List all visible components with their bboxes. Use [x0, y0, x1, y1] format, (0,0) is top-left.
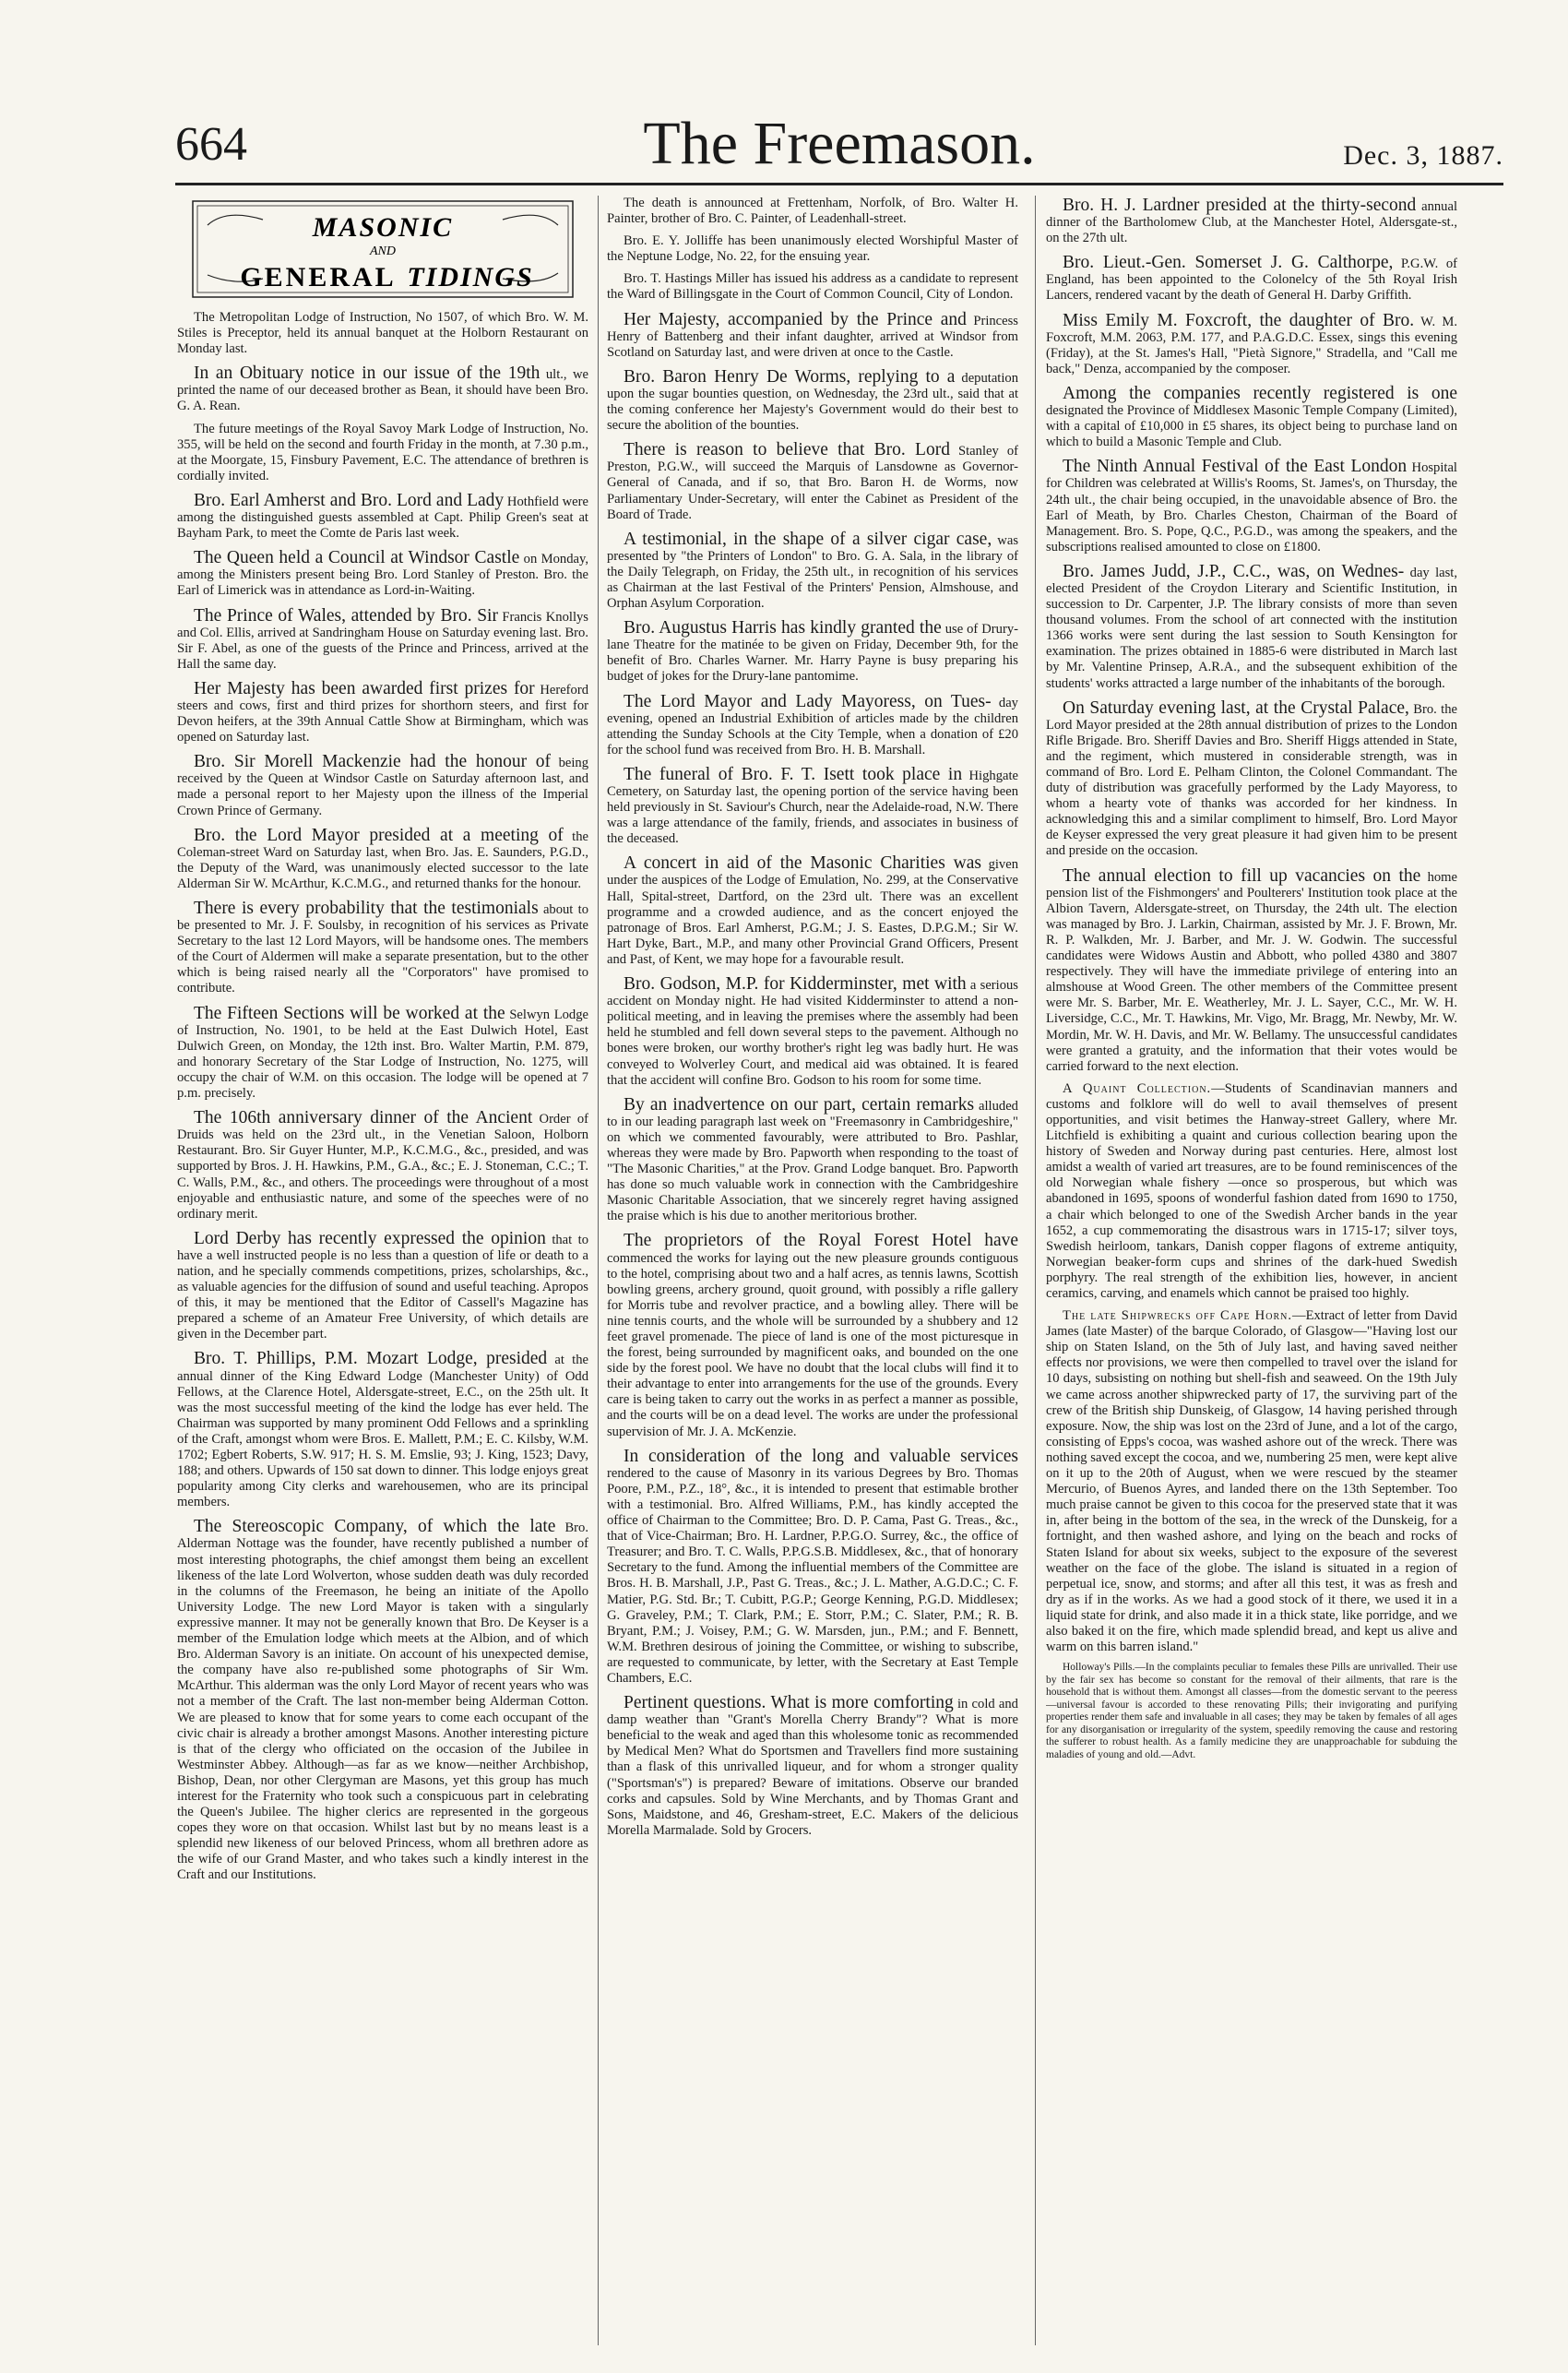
news-paragraph [1046, 562, 1457, 692]
paragraph-lead: The Prince of Wales, attended by Bro. Sir [194, 605, 498, 626]
paragraph-lead: Miss Emily M. Foxcroft, the daughter of Bro. [1063, 310, 1415, 330]
news-paragraph [1046, 1081, 1457, 1302]
news-paragraph [177, 826, 588, 892]
paragraph-lead: By an inadvertence on our part, certain remarks [624, 1094, 975, 1115]
header-rule [175, 183, 1503, 185]
news-paragraph [607, 530, 1018, 612]
paragraph-text: The death is announced at Frettenham, Norfolk, of Bro. Walter H. Painter, brother of Bro. C. Painter, of Leadenhall-street. [607, 196, 1018, 227]
paragraph-text: Hothfield were among the distinguished guests assembled at Capt. Philip Green's seat at Bayham Park, to meet the Comte de Paris last week. [177, 494, 588, 542]
paragraph-text: Bro. E. Y. Jolliffe has been unanimously elected Worshipful Master of the Neptune Lodge, No. 22, for the ensuing year. [607, 233, 1018, 265]
news-paragraph [607, 692, 1018, 758]
paragraph-lead: Lord Derby has recently expressed the opinion [194, 1228, 546, 1248]
news-paragraph [607, 1231, 1018, 1439]
news-paragraph [177, 1229, 588, 1343]
paragraph-text: about to be presented to Mr. J. F. Soulsby, in recognition of his services as Private Secretary to the last 12 Lord Mayors, will be handsome ones. The members of the Court of Aldermen will make a separate presentation, but to the other which is being raised nearly all the "Corporators" have promised to contribute. [177, 902, 588, 996]
news-paragraph [1046, 1308, 1457, 1655]
paragraph-lead: The funeral of Bro. F. T. Isett took place in [624, 764, 963, 784]
issue-date: Dec. 3, 1887. [1343, 140, 1503, 171]
paragraph-text: that to have a well instructed people is no less than a question of life or death to a nation, and he specially commends competitions, prizes, scholarships, &c., as valuable agencies for the diffusion of sound and useful teaching. Apropos of this, it may be mentioned that the Editor of Cassell's Magazine has prepared a scheme of an Amateur Free University, of which details are given in the December part. [177, 1232, 588, 1342]
news-paragraph [607, 1693, 1018, 1839]
paragraph-text: rendered to the cause of Masonry in its various Degrees by Bro. Thomas Poore, P.M., P.Z., 18°, &c., it is intended to present that estimable brother with a testimonial. Bro. Alfred Williams, P.M., has kindly accepted the office of Chairman to the Committee; Bro. D. P. Cama, Past G. Treas., &c., that of Vice-Chairman; Bro. H. Lardner, P.P.G.O. Surrey, &c., the office of Treasurer; and Bro. T. C. Walls, P.P.G.S.B. Middlesex, &c., that of honorary Secretary to the fund. Among the influential members of the Committee are Bros. H. B. Marshall, J.P., Past G. Treas., &c.; J. L. Mather, A.G.D.C.; C. F. Matier, P.G. Std. Br.; T. Cubitt, P.G.P.; George Kenning, P.G.D. Middlesex; G. Graveley, P.M.; T. Clark, P.M.; E. Storr, P.M.; C. Slater, P.M.; R. B. Bryant, P.M.; J. Voisey, P.M.; G. W. Marsden, jun., P.M.; and F. Bennett, W.M. Brethren desirous of joining the Committee, or wishing to subscribe, are requested to communicate, by letter, with the Secretary at East Temple Chambers, E.C. [607, 1465, 1018, 1686]
paragraph-lead: There is every probability that the testimonials [194, 899, 539, 918]
paragraph-lead: There is reason to believe that Bro. Lord [624, 440, 950, 460]
banner-word-3: GENERAL [240, 262, 397, 292]
paragraph-text: —Students of Scandinavian manners and customs and folklore will do well to avail themselves of present opportunities, and visit betimes the Hanway-street Gallery, where Mr. Litchfield is exhibiting a quaint and curious collection bearing upon the history of Sweden and Norway during past centuries. Here, almost lost amidst a wealth of varied art treasures, are to be found reminiscences of the old Norwegian whale fishery —once so prosperous, but which was abandoned in 1695, spoons of wonderful fashion dated from 1690 to 1750, a chair which belonged to one of the Swedish Archer bands in the year 1652, a cup commemorating the disastrous wars in 1715-17; silver toys, Swedish heirloom, tankars, Danish copper flagons of extreme antiquity, Norwegian beaker-form cups and shrines of the dark-hued Swedish porphyry. The real strength of the exhibition lies, however, in ancient ceramics, carving, and enamels which cannot be praised too highly. [1046, 1080, 1457, 1301]
paragraph-text: being received by the Queen at Windsor Castle on Saturday afternoon last, and made a personal report to her Majesty upon the illness of the Imperial Crown Prince of Germany. [177, 756, 588, 818]
news-paragraph [1046, 253, 1457, 304]
paragraph-heading: A Quaint Collection. [1063, 1080, 1212, 1096]
paragraph-text: Order of Druids was held on the 23rd ult., in the Venetian Saloon, Holborn Restaurant. Bro. Sir Guyer Hunter, M.P., K.C.M.G., &c., presided, and was supported by Bros. J. H. Hawkins, P.M., G.A., &c.; E. J. Stoneman, C.C.; T. C. Walls, P.M., &c., and others. The proceedings were throughout of a most enjoyable and enthusiastic nature, and some of the speeches were of no ordinary merit. [177, 1112, 588, 1222]
column-divider [1035, 196, 1036, 2345]
paragraph-lead: Bro. H. J. Lardner presided at the thirty-second [1063, 196, 1417, 215]
paragraph-text: at the annual dinner of the King Edward Lodge (Manchester Unity) of Odd Fellows, at the Clarence Hotel, Aldersgate-street, E.C., on the 25th ult. It was the most successful meeting of the kind the lodge has ever held. The Chairman was supported by many prominent Odd Fellows and a sprinkling of the Craft, amongst whom were Bros. E. Mallett, P.M.; E. C. Kilsby, W.M. 1702; Egbert Roberts, S.W. 917; H. S. M. Emslie, 93; J. King, 1523; Davy, 188; and others. Upwards of 150 sat down to dinner. This lodge enjoys great popularity among City clerks and warehousemen, who are its principal members. [177, 1353, 588, 1510]
paragraph-text: in cold and damp weather than "Grant's Morella Cherry Brandy"? What is more beneficial to the weak and aged than this wholesome tonic as recommended by Medical Men? What do Sportsmen and Travellers find more sustaining than a flask of this unrivalled liqueur, and for whom a stronger quality ("Sportsman's") is prepared? Beware of imitations. Observe our branded corks and capsules. Sold by Wine Merchants, and by Thomas Grant and Sons, Maidstone, and 46, Gresham-street, E.C. Makers of the delicious Morella Marmalade. Sold by Grocers. [607, 1697, 1018, 1838]
news-paragraph [1046, 384, 1457, 450]
paragraph-text: ult., we printed the name of our deceased brother as Bean, it should have been Bro. G. A. Rean. [177, 367, 588, 414]
paragraph-text: the Coleman-street Ward on Saturday last, when Bro. Jas. E. Saunders, P.G.D., the Deputy of the Ward, was unanimously elected successor to the late Alderman Sir W. McArthur, K.C.M.G., and returned thanks for the honour. [177, 829, 588, 891]
paragraph-text: deputation upon the sugar bounties question, on Wednesday, the 23rd ult., said that at the coming conference her Majesty's Government would do their best to secure the abolition of the bounties. [607, 370, 1018, 434]
banner-word-1: MASONIC [312, 212, 454, 243]
paragraph-text: The future meetings of the Royal Savoy Mark Lodge of Instruction, No. 355, will be held on the second and fourth Friday in the month, at 7.30 p.m., at the Moorgate, 15, Finsbury Pavement, E.C. The attendance of brethren is cordially invited. [177, 421, 588, 483]
news-paragraph [177, 548, 588, 599]
news-paragraph [607, 765, 1018, 847]
masthead [175, 103, 1503, 186]
news-paragraph [177, 752, 588, 818]
news-paragraph [1046, 698, 1457, 860]
page-number: 664 [175, 118, 247, 171]
paragraph-lead: The Lord Mayor and Lady Mayoress, on Tues- [624, 691, 992, 711]
news-paragraph [177, 606, 588, 673]
news-paragraph [177, 1004, 588, 1103]
paragraph-text: commenced the works for laying out the new pleasure grounds contiguous to the hotel, comprising about two and a half acres, as tennis lawns, Scottish bowling greens, archery ground, quoit ground, with possibly a rifle gallery for Morris tube and revolver practice, and a bowling alley. There will be nine tennis courts, and the whole will be surrounded by a shubbery and 12 feet gravel promenade. The piece of land is one of the most picturesque in the forest, being surrounded by magnificent oaks, and bounded on the one side by the forest pool. We have no doubt that the local clubs will find it to their advantage to enter into arrangements for the use of the grounds. Every care is being taken to carry out the works in as perfect a manner as possible, and the courts will be on a dead level. The works are under the professional supervision of Mr. J. A. McKenzie. [607, 1250, 1018, 1439]
paragraph-lead: The 106th anniversary dinner of the Ancient [194, 1108, 533, 1128]
news-paragraph [177, 1349, 588, 1510]
paragraph-text: P.G.W. of England, has been appointed to the Colonelcy of the 5th Royal Irish Lancers, rendered vacant by the death of General H. Darby Griffith. [1046, 256, 1457, 304]
news-paragraph [607, 1447, 1018, 1687]
paragraph-text: designated the Province of Middlesex Masonic Temple Company (Limited), with a capital of £10,000 in £5 shares, its object being to purchase land on which to build a Masonic Temple and Club. [1046, 403, 1457, 450]
paragraph-text: Selwyn Lodge of Instruction, No. 1901, to be held at the East Dulwich Hotel, East Dulwich Green, on Monday, the 12th inst. Bro. Walter Martin, P.M. 879, and honorary Secretary of the Star Lodge of Instruction, No. 1275, will occupy the chair of W.M. on this occasion. The lodge will be opened at 7 p.m. precisely. [177, 1007, 588, 1102]
paragraph-lead: The annual election to fill up vacancies on the [1063, 865, 1421, 886]
paragraph-text: Bro. T. Hastings Miller has issued his address as a candidate to represent the Ward of Billingsgate in the Court of Common Council, City of London. [607, 271, 1018, 303]
paragraph-text: Holloway's Pills.—In the complaints peculiar to females these Pills are unrivalled. Their use by the fair sex has become so constant for the removal of their ailments, that rare is the household that is without them. Amongst all classes—from the domestic servant to the peeress—universal favour is accorded to these renovating Pills; their invigorating and purifying properties render them safe and invaluable in all cases; they may be taken by females of all ages for any disorganisation or irregularity of the system, speedily removing the cause and restoring the sufferer to robust health. As a family medicine they are unapproachable for subduing the maladies of young and old.—Advt. [1046, 1662, 1457, 1760]
paragraph-text: use of Drury-lane Theatre for the matinée to be given on Friday, December 9th, for the benefit of Bro. Charles Warner. Mr. Harry Payne is busy preparing his budget of jokes for the Drury-lane pantomime. [607, 622, 1018, 685]
paragraph-text: Bro. the Lord Mayor presided at the 28th annual distribution of prizes to the London Rifle Brigade. Bro. Sheriff Davies and Bro. Sheriff Higgs attended in State, and the regiment, which mustered in considerable strength, was in command of Bro. Lord E. Pelham Clinton, the Colonel Commandant. The duty of distribution was gracefully performed by the Lady Mayoress, to whom a hearty vote of thanks was accorded for her kindness. In acknowledging this and a similar compliment to himself, Bro. Lord Mayor de Keyser expressed the very great pleasure it had given him to be present and preside on the occasion. [1046, 701, 1457, 859]
news-paragraph [607, 367, 1018, 434]
paragraph-text: Stanley of Preston, P.G.W., will succeed the Marquis of Lansdowne as Governor-General of Canada, and if so, that Bro. Baron H. de Worms, now Parliamentary Under-Secretary, will enter the Cabinet as President of the Board of Trade. [607, 444, 1018, 522]
column-1-articles [177, 310, 588, 1884]
column-3 [1046, 196, 1457, 2345]
paragraph-text: day evening, opened an Industrial Exhibition of articles made by the children attending the Sunday Schools at the City Temple, when a donation of £20 for the school fund was received from Bro. H. B. Marshall. [607, 695, 1018, 757]
paragraph-lead: The Fifteen Sections will be worked at the [194, 1003, 505, 1023]
paragraph-lead: Among the companies recently registered is one [1063, 383, 1457, 403]
paragraph-text: Highgate Cemetery, on Saturday last, the opening portion of the service having been held previously in St. Saviour's Church, near the Adelaide-road, N.W. There was a large attendance of the family, friends, and associates in business of the deceased. [607, 768, 1018, 847]
paragraph-text: Princess Henry of Battenberg and their infant daughter, arrived at Windsor from Scotland on Saturday last, and were driven at once to the Castle. [607, 313, 1018, 360]
column-2-articles [607, 196, 1018, 1839]
column-2 [607, 196, 1018, 2345]
news-paragraph [177, 422, 588, 484]
paragraph-text: Hereford steers and cows, first and third prizes for shorthorn steers, and first for Devon heifers, at the 39th Annual Cattle Show at Birmingham, which was opened on Saturday last. [177, 682, 588, 745]
paragraph-text: Hospital for Children was celebrated at Willis's Rooms, St. James's, on Thursday, the 24th ult., the chair being occupied, in the unavoidable absence of Bro. the Earl of Meath, by Bro. Charles Cheston, Chairman of the Board of Management. Bro. S. Pope, Q.C., P.G.D., was among the speakers, and the subscriptions realised amounted to close on £1800. [1046, 460, 1457, 554]
news-paragraph [1046, 1662, 1457, 1761]
paragraph-lead: The Stereoscopic Company, of which the late [194, 1517, 556, 1537]
paragraph-text: Francis Knollys and Col. Ellis, arrived at Sandringham House on Saturday evening last. Bro. Sir F. Abel, as one of the guests of the Prince and Princess, arrived at the Hall the same day. [177, 609, 588, 672]
news-paragraph [607, 974, 1018, 1089]
paragraph-text: was presented by "the Printers of London" to Bro. G. A. Sala, in the library of the Daily Telegraph, on Friday, the 25th ult., in recognition of his services as Chairman at the last Festival of the Printers' Pension, Almshouse, and Orphan Asylum Corporation. [607, 532, 1018, 612]
paragraph-text: day last, elected President of the Croydon Literary and Scientific Institution, in succession to Dr. Carpenter, J.P. The library consists of more than seven thousand volumes. From the school of art connected with the institution 1366 works were sent during the last session to South Kensington for examination. The prizes obtained in 1885-6 were distributed in March last by Mr. Valentine Prinsep, A.R.A., and the subsequent exhibition of the students' works attracted a large number of the inhabitants of the borough. [1046, 565, 1457, 691]
publication-title: The Freemason. [643, 110, 1036, 177]
paragraph-lead: Her Majesty, accompanied by the Prince and [624, 309, 967, 329]
paragraph-text: a serious accident on Monday night. He had visited Kidderminster to attend a non-political meeting, and in leaving the premises where the assembly had been held he stumbled and fell down several steps to the pavement. Although no bones were broken, our worthy brother's right leg was badly hurt. He was conveyed to Wolverley Court, and medical aid was obtained. It is feared that the accident will confine Bro. Godson to his room for some time. [607, 978, 1018, 1088]
paragraph-text: W. M. Foxcroft, M.M. 2063, P.M. 177, and P.A.G.D.C. Essex, sings this evening (Friday), at the St. James's Hall, "Pietà Signore," Stradella, and "Call me back," Denza, accompanied by the composer. [1046, 314, 1457, 376]
news-paragraph [1046, 311, 1457, 377]
paragraph-heading: The late Shipwrecks off Cape Horn. [1063, 1308, 1292, 1324]
banner-word-4: TIDINGS [407, 262, 534, 292]
news-paragraph [607, 853, 1018, 968]
paragraph-lead: A concert in aid of the Masonic Charities was [624, 853, 981, 874]
paragraph-lead: Bro. Baron Henry De Worms, replying to a [624, 366, 956, 387]
news-paragraph [1046, 196, 1457, 246]
paragraph-lead: On Saturday evening last, at the Crystal Palace, [1063, 698, 1409, 718]
news-paragraph [1046, 457, 1457, 555]
paragraph-lead: In an Obituary notice in our issue of the 19th [194, 364, 540, 384]
news-paragraph [607, 196, 1018, 227]
paragraph-text: alluded to in our leading paragraph last week on "Freemasonry in Cambridgeshire," on which we commented favourably, were attributed to Bro. Pashlar, whereas they were made by Bro. Papworth when responding to the toast of "The Masonic Charities," at the Prov. Grand Lodge banquet. Bro. Papworth has done so much valuable work in connection with the Cambridgeshire Masonic Charitable Association, that we sincerely regret having assigned the praise which is his due to another meritorious brother. [607, 1098, 1018, 1224]
paragraph-lead: Pertinent questions. What is more comforting [624, 1693, 954, 1713]
news-paragraph [177, 679, 588, 745]
news-paragraph [177, 1108, 588, 1222]
banner-word-2: AND [370, 244, 396, 258]
paragraph-lead: The proprietors of the Royal Forest Hotel have [624, 1231, 1018, 1251]
paragraph-text: The Metropolitan Lodge of Instruction, No 1507, of which Bro. W. M. Stiles is Preceptor, held its annual banquet at the Holborn Restaurant on Monday last. [177, 310, 588, 357]
news-paragraph [177, 1517, 588, 1883]
paragraph-lead: In consideration of the long and valuable services [624, 1446, 1018, 1466]
news-paragraph [607, 440, 1018, 522]
news-paragraph [1046, 866, 1457, 1075]
news-paragraph [177, 364, 588, 414]
paragraph-text: —Extract of letter from David James (late Master) of the barque Colorado, of Glasgow—"Having lost our ship on Staten Island, on the 5th of July last, and having saved neither effects nor provisions, we were then compelled to travel over the island for 10 days, subsisting on nothing but shell-fish and seaweed. On the 19th July we came across another shipwrecked party of 17, the surviving part of the crew of the British ship Dunskeig, of Glasgow, 14 having perished through exposure. Now, the ship was lost on the 23rd of June, and a lot of the cargo, consisting of Epps's cocoa, was washed ashore out of the wreck. There was nothing saved except the cocoa, and we, numbering 25 men, were kept alive on it up to the 20th of August, when we were rescued by the steamer Mercurio, of Buenos Ayres, and landed there on the 13th September. Too much praise cannot be given to this cocoa for the preserved state that it was in, after being in the bottom of the sea, in the wreck of the Dunskeig, for a fortnight, and then washed ashore, and lying on the beach and rocks of Staten Island for about six weeks, subject to the exposure of the severest weather on the face of the globe. The island is situated in a region of perpetual ice, snow, and storms; and after all this test, it was as fresh and dry as if in the works. As we had a good stock of it there, we used it in a liquid state for drink, and also made it in a thick state, like porridge, and we also baked it on the fire, which made splendid bread, and kept us alive and warm on this barren island." [1046, 1308, 1457, 1655]
paragraph-lead: Bro. Godson, M.P. for Kidderminster, met with [624, 974, 967, 995]
news-paragraph [607, 233, 1018, 265]
news-paragraph [177, 491, 588, 542]
paragraph-lead: Bro. T. Phillips, P.M. Mozart Lodge, presided [194, 1349, 548, 1369]
paragraph-lead: Bro. Augustus Harris has kindly granted the [624, 618, 942, 638]
news-paragraph [607, 310, 1018, 361]
column-divider [598, 196, 599, 2345]
paragraph-text: given under the auspices of the Lodge of Emulation, No. 299, at the Conservative Hall, Spital-street, Dartford, on the 23rd ult. There was an excellent programme and a crowded audience, and as the concert enjoyed the patronage of Bros. Earl Amherst, P.G.M.; J. S. Eastes, D.P.G.M.; Sir W. Hart Dyke, Bart., M.P., and many other Provincial Grand Officers, Present and Past, of Kent, we may hope for a favourable result. [607, 857, 1018, 967]
paragraph-lead: Bro. the Lord Mayor presided at a meeting of [194, 825, 564, 845]
column-1 [177, 196, 588, 2345]
news-paragraph [607, 1095, 1018, 1225]
paragraph-lead: Bro. Sir Morell Mackenzie had the honour of [194, 752, 552, 772]
paragraph-lead: A testimonial, in the shape of a silver cigar case, [624, 529, 992, 549]
news-paragraph [177, 899, 588, 997]
paragraph-lead: The Queen held a Council at Windsor Castle [194, 548, 520, 568]
news-paragraph [607, 618, 1018, 685]
paragraph-lead: Bro. James Judd, J.P., C.C., was, on Wednes- [1063, 561, 1405, 581]
news-paragraph [177, 310, 588, 357]
paragraph-lead: Her Majesty has been awarded first prizes for [194, 678, 535, 698]
paragraph-text: annual dinner of the Bartholomew Club, at the Manchester Hotel, Aldersgate-st., on the 27th ult. [1046, 199, 1457, 246]
paragraph-lead: Bro. Lieut.-Gen. Somerset J. G. Calthorpe, [1063, 253, 1394, 273]
paragraph-text: on Monday, among the Ministers present being Bro. Lord Stanley of Preston. Bro. the Earl of Limerick was in attendance as Lord-in-Waiting. [177, 552, 588, 599]
column-3-articles [1046, 196, 1457, 1761]
news-paragraph [607, 271, 1018, 303]
masonic-tidings-banner [189, 197, 576, 301]
paragraph-lead: Bro. Earl Amherst and Bro. Lord and Lady [194, 490, 505, 510]
paragraph-text: Bro. Alderman Nottage was the founder, have recently published a number of most interesting photographs, the chief amongst them being an excellent likeness of the late Lord Wolverton, whose sudden death was duly recorded in the columns of the Freemason, he being an initiate of the Apollo University Lodge. The new Lord Mayor is taken with a singularly expressive manner. It may not be generally known that Bro. De Keyser is a member of the Emulation lodge which meets at the Albion, and of which Bro. Alderman Savory is an initiate. On account of his unexpected demise, the company have also re-published some photographs of Sir Wm. McArthur. This alderman was the only Lord Mayor of recent years who was not a member of the Craft. The last non-member being Alderman Cotton. We are pleased to know that for some years to come each occupant of the civic chair is already a brother amongst Masons. Another interesting picture is that of the clergy who officiated on the occasion of the Jubilee in Westminster Abbey. Although—as far as we know—neither Archbishop, Bishop, Dean, nor other Clergyman are Masons, yet this group has much interest for the Fraternity who took such a conspicuous part in celebrating the Queen's Jubilee. The higher clerics are represented in the gorgeous copes they wore on that occasion. Whilst last but by no means least is a splendid new likeness of our beloved Princess, whom all brethren adore as the wife of our Grand Master, and who takes such a kindly interest in the Craft and our Institutions. [177, 1520, 588, 1883]
paragraph-lead: The Ninth Annual Festival of the East London [1063, 457, 1408, 477]
paragraph-text: home pension list of the Fishmongers' and Poulterers' Institution took place at the Albion Tavern, Aldersgate-street, on Thursday, the 24th ult. The election was managed by Bro. J. Larkin, Chairman, assisted by Mr. J. F. Brown, Mr. R. P. Walkden, Mr. J. Barber, and Mr. J. W. Godwin. The successful candidates were Widows Austin and Abbott, who polled 4380 and 3807 respectively. They will have the immediate privilege of entering into an almshouse at Wood Green. The other members of the Committee present were Mr. S. Barber, Mr. E. Weatherley, Mr. J. L. Sayer, C.C., Mr. W. H. Liversidge, C.C., Mr. T. Hawkins, Mr. Vigo, Mr. Bragg, Mr. Newby, Mr. W. Mordin, Mr. W. H. Davis, and Mr. W. Bellamy. The unsuccessful candidates were granted a gratuity, and the information that their votes would be carried forward to the next election. [1046, 869, 1457, 1074]
